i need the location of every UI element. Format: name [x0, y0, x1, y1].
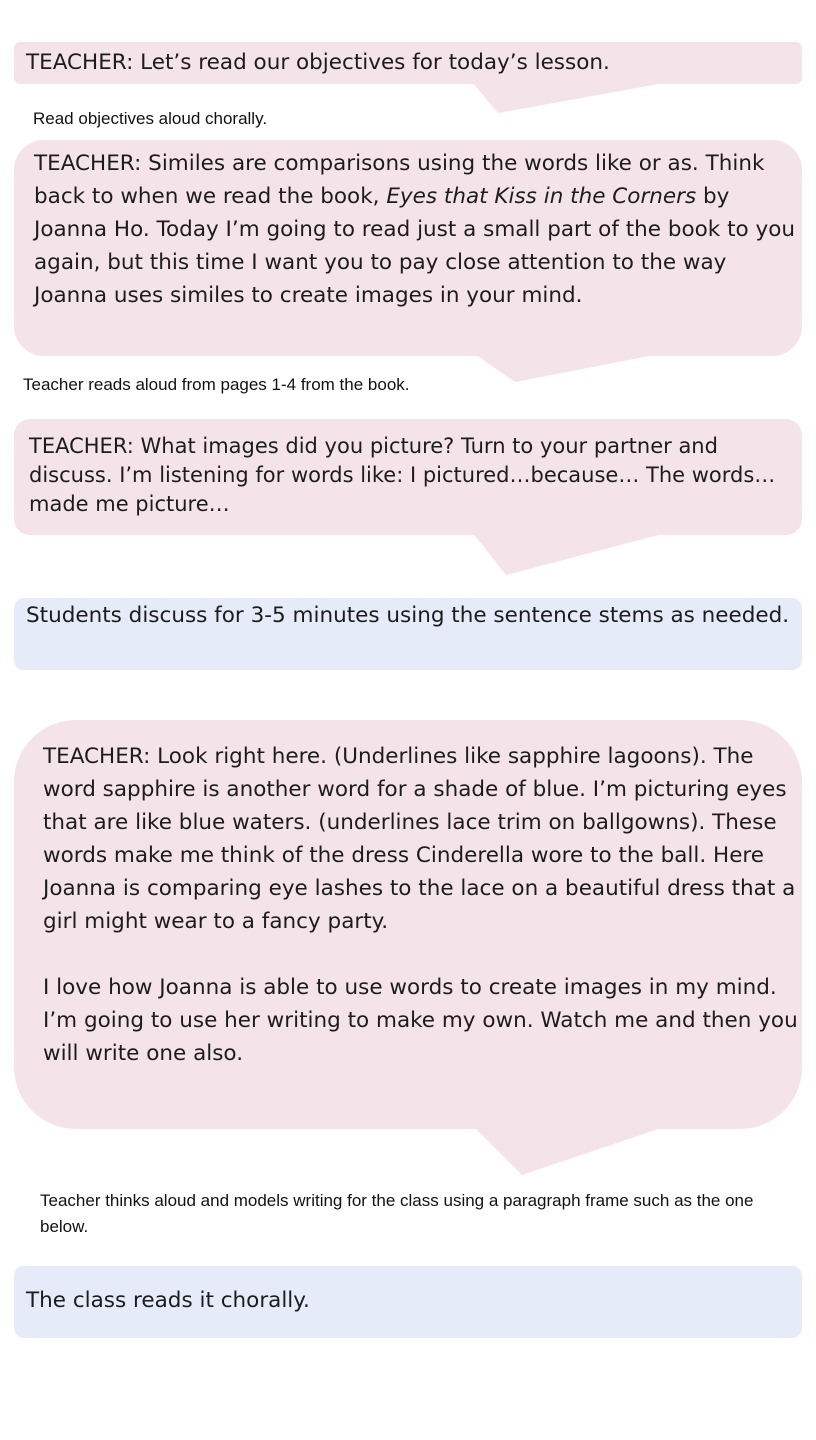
bubble-paragraph-2: I love how Joanna is able to use words to create images in my mind. I’m going to use her writing to make my own. Watch me and then you will write one also. [43, 975, 805, 1066]
teacher-line-cont: by Joanna Ho. Today I’m going to read just a small part of the book to you again, but this time I want you to pay close attention to the way Joanna uses similes to create images in your mind. [34, 184, 802, 308]
teacher-line: TEACHER: Similes are comparisons using the words like or as. Think back to when we read the book, [34, 151, 772, 209]
class-activity-text: The class reads it chorally. [26, 1288, 310, 1313]
speech-bubble-tail [472, 82, 672, 114]
teacher-speech-bubble-objectives [14, 42, 802, 84]
student-activity-text: Students discuss for 3-5 minutes using the sentence stems as needed. [26, 603, 790, 628]
stage-direction: Teacher reads aloud from pages 1-4 from the book. [23, 375, 410, 394]
student-activity-box [14, 598, 802, 670]
bubble-paragraph-1: TEACHER: Look right here. (Underlines like sapphire lagoons). The word sapphire is another word for a shade of blue. I’m picturing eyes that are like blue waters. (underlines lace trim on ballgowns). These words make me think of the dress Cinderella wore to the ball. Here Joanna is comparing eye lashes to the lace on a beautiful dress that a girl might wear to a fancy party. [43, 744, 803, 934]
speech-bubble-tail [472, 352, 672, 384]
teacher-speech-bubble-similes [14, 140, 802, 356]
teacher-line: TEACHER: Let’s read our objectives for today’s lesson. [26, 50, 610, 75]
stage-direction: Teacher thinks aloud and models writing for the class using a paragraph frame such as the one below. [40, 1191, 759, 1236]
bubble-text [26, 46, 802, 79]
bubble-text [34, 147, 802, 312]
class-activity-box [14, 1266, 802, 1338]
teacher-speech-bubble-images [14, 419, 802, 535]
speech-bubble-tail [472, 532, 672, 577]
teacher-speech-bubble-model [14, 720, 805, 1129]
teacher-line: TEACHER: What images did you picture? Turn to your partner and discuss. I’m listening for words like: I pictured…because… The words…made me picture… [29, 434, 776, 516]
bubble-text [29, 432, 802, 519]
stage-direction: Read objectives aloud chorally. [33, 109, 268, 128]
speech-bubble-tail [472, 1125, 672, 1177]
book-title: Eyes that Kiss in the Corners [386, 184, 697, 209]
